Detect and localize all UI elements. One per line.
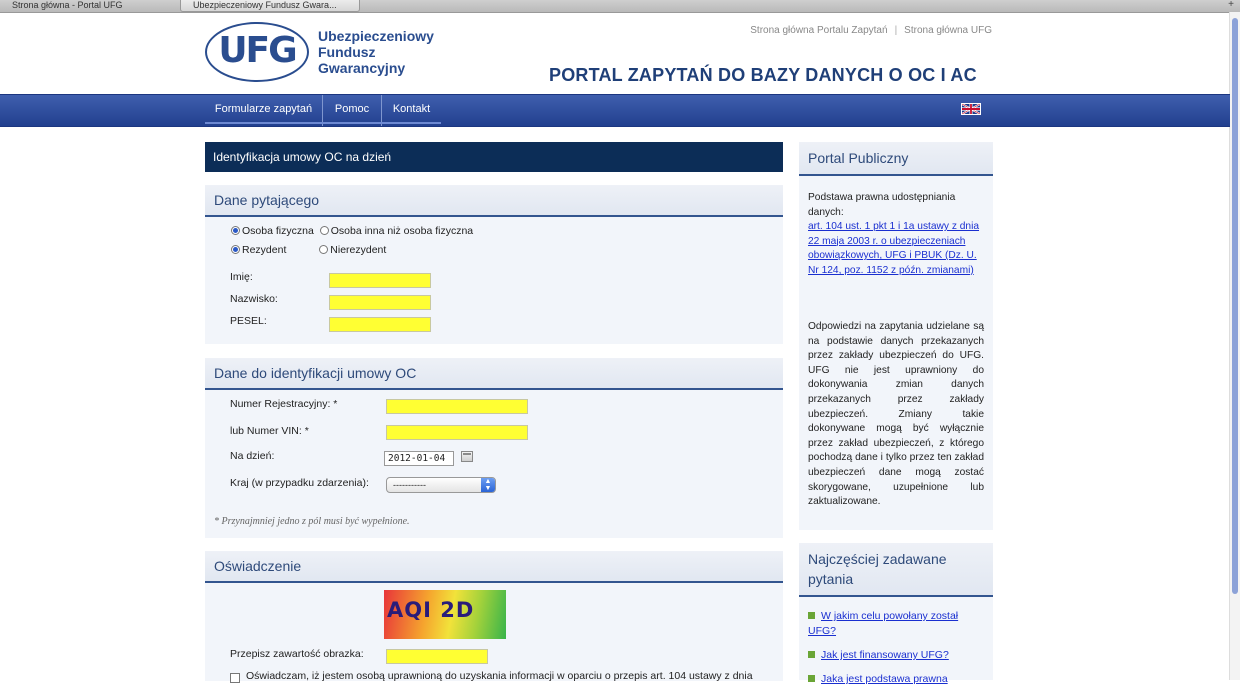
- ufg-home-link[interactable]: Strona główna UFG: [904, 25, 992, 36]
- radio-unchecked-icon[interactable]: [319, 245, 328, 254]
- page-scrollbar[interactable]: [1229, 12, 1240, 680]
- faq-link[interactable]: W jakim celu powołany został UFG?: [808, 610, 959, 637]
- select-arrow-icon[interactable]: ▲ ▼: [481, 478, 495, 492]
- calendar-icon[interactable]: [461, 451, 473, 462]
- last-name-input[interactable]: [329, 295, 431, 310]
- new-tab-icon[interactable]: +: [1228, 0, 1234, 10]
- site-header: [0, 13, 1230, 94]
- radio-nonresident[interactable]: [319, 244, 386, 256]
- logo-name-line: Ubezpieczeniowy: [318, 28, 434, 44]
- scrollbar-thumb[interactable]: [1232, 18, 1238, 594]
- vin-input[interactable]: [386, 425, 528, 440]
- country-select-value: -----------: [393, 480, 426, 490]
- legal-basis: [808, 191, 984, 279]
- bullet-icon: [808, 612, 815, 619]
- page-title: PORTAL ZAPYTAŃ DO BAZY DANYCH O OC I AC: [549, 65, 977, 85]
- sidebar-faq-box: [799, 543, 993, 685]
- radio-label: Rezydent: [242, 244, 287, 256]
- radio-resident[interactable]: [231, 244, 286, 256]
- faq-title: Najczęściej zadawane pytania: [799, 543, 993, 597]
- radio-label: Osoba fizyczna: [242, 225, 314, 237]
- legal-basis-intro: Podstawa prawna udostępniania danych:: [808, 192, 956, 218]
- form-heading-bar: Identyfikacja umowy OC na dzień: [205, 142, 783, 172]
- bullet-icon: [808, 651, 815, 658]
- pesel-label: PESEL:: [230, 315, 267, 327]
- residency-group: [231, 244, 386, 256]
- captcha-image: [384, 590, 506, 639]
- country-label: Kraj (w przypadku zdarzenia):: [230, 477, 369, 489]
- registration-label: Numer Rejestracyjny: *: [230, 398, 338, 410]
- captcha-input[interactable]: [386, 649, 488, 664]
- consent-checkbox[interactable]: [230, 673, 240, 683]
- portal-info-text: Odpowiedzi na zapytania udzielane są na podstawie danych przekazanych przez zakłady ubezpieczeń do UFG. UFG nie jest uprawniony do dokonywania zmian danych przekazanych przez zakłady ubezpieczeń. Zmiany takie dokonywane mogą być wyłącznie przez zakład ubezpieczeń, z którego pochodzą dane i tylko przez ten zakład ubezpieczeń dane mogą zostać skorygowane, uzupełnione lub zaktualizowane.: [808, 321, 984, 508]
- radio-label: Osoba inna niż osoba fizyczna: [330, 225, 474, 237]
- nav-item-contact[interactable]: Kontakt: [392, 103, 431, 115]
- faq-item[interactable]: [808, 609, 984, 638]
- browser-tab-active[interactable]: Ubezpieczeniowy Fundusz Gwara...: [180, 0, 360, 12]
- logo-name-line: Gwarancyjny: [318, 60, 406, 76]
- main-nav: [0, 94, 1230, 127]
- pesel-input[interactable]: [329, 317, 431, 332]
- main-content: [205, 142, 783, 682]
- radio-checked-icon[interactable]: [231, 226, 240, 235]
- logo-name-line: Fundusz: [318, 44, 376, 60]
- consent-text: Oświadczam, iż jestem osobą uprawnioną do uzyskania informacji w oparciu o przepis art. 104 ustawy z dnia: [246, 670, 753, 682]
- vin-label: lub Numer VIN: *: [230, 425, 309, 437]
- faq-link[interactable]: Jak jest finansowany UFG?: [821, 649, 949, 661]
- radio-label: Nierezydent: [330, 244, 387, 256]
- radio-person-natural[interactable]: [231, 225, 314, 237]
- legal-basis-link[interactable]: art. 104 ust. 1 pkt 1 i 1a ustawy z dnia 22 maja 2003 r. o ubezpieczeniach obowiązkowych, UFG i PBUK (Dz. U. Nr 124, poz. 1152 z późn. zmianami): [808, 221, 980, 276]
- captcha-label: Przepisz zawartość obrazka:: [230, 648, 364, 660]
- captcha-text: AQI 2D: [387, 598, 475, 622]
- top-links: [750, 25, 992, 36]
- faq-item[interactable]: [808, 648, 984, 663]
- uk-flag-icon[interactable]: [961, 103, 981, 115]
- bullet-icon: [808, 675, 815, 682]
- statement-section: [205, 551, 783, 681]
- radio-person-other[interactable]: [320, 225, 473, 237]
- logo-letters[interactable]: UFG: [218, 30, 296, 71]
- nav-item-forms[interactable]: Formularze zapytań: [205, 95, 323, 126]
- radio-unchecked-icon[interactable]: [320, 226, 329, 235]
- faq-link[interactable]: Jaka jest podstawa prawna: [821, 673, 948, 685]
- top-links-separator: |: [894, 25, 898, 36]
- person-type-group: [231, 225, 473, 237]
- contract-section-title: Dane do identyfikacji umowy OC: [205, 358, 783, 390]
- faq-item[interactable]: [808, 672, 984, 687]
- logo-name[interactable]: [318, 28, 434, 76]
- date-input[interactable]: 2012-01-04: [384, 451, 454, 466]
- statement-section-title: Oświadczenie: [205, 551, 783, 583]
- browser-tab-home[interactable]: Strona główna - Portal UFG: [12, 0, 123, 10]
- browser-tab-strip: [0, 0, 1240, 13]
- requester-section: [205, 185, 783, 344]
- required-note: * Przynajmniej jedno z pól musi być wypełnione.: [214, 516, 410, 527]
- first-name-input[interactable]: [329, 273, 431, 288]
- sidebar-portal-box: [799, 142, 993, 530]
- last-name-label: Nazwisko:: [230, 293, 278, 305]
- date-label: Na dzień:: [230, 450, 275, 462]
- nav-underline: [205, 122, 441, 124]
- country-select[interactable]: [386, 477, 496, 493]
- contract-section: [205, 358, 783, 538]
- registration-input[interactable]: [386, 399, 528, 414]
- radio-checked-icon[interactable]: [231, 245, 240, 254]
- first-name-label: Imię:: [230, 271, 253, 283]
- nav-item-help[interactable]: Pomoc: [323, 95, 382, 126]
- sidebar-portal-title: Portal Publiczny: [799, 142, 993, 176]
- portal-home-link[interactable]: Strona główna Portalu Zapytań: [750, 25, 888, 36]
- requester-section-title: Dane pytającego: [205, 185, 783, 217]
